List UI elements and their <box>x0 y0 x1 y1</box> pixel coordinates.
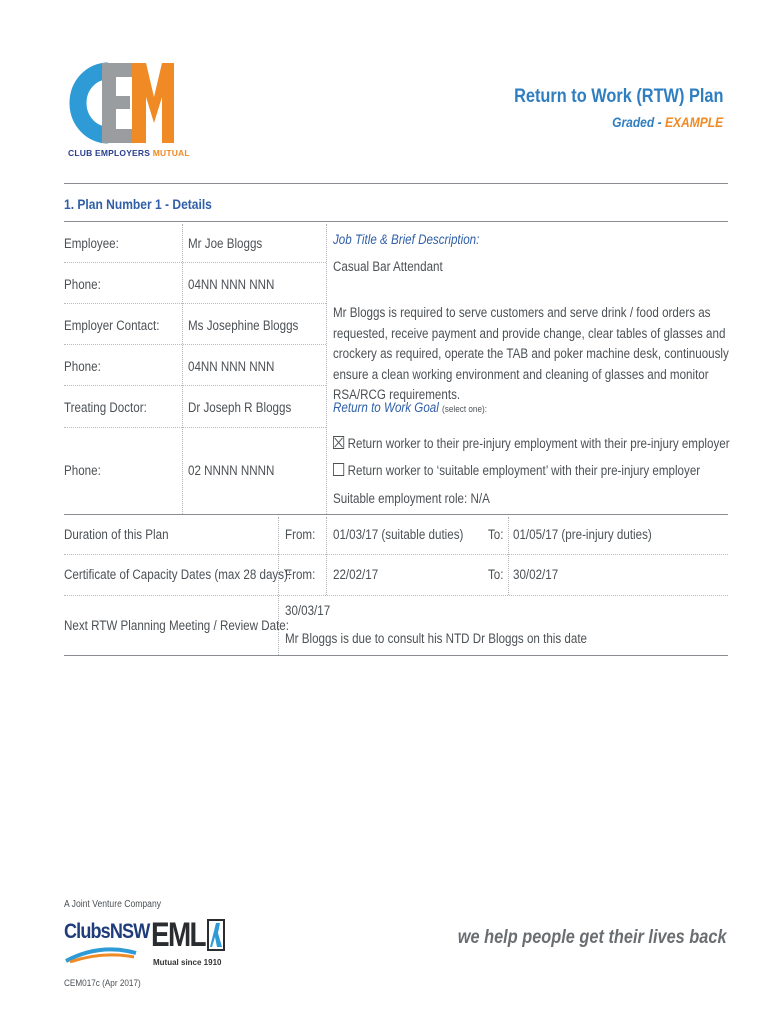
doctor-label: Treating Doctor: <box>64 400 147 415</box>
empty-checkbox-icon[interactable] <box>333 463 344 476</box>
goal-option-suitable[interactable] <box>333 463 700 478</box>
phone2-label: Phone: <box>64 359 101 374</box>
certificate-from-label: From: <box>285 567 316 582</box>
job-title-value: Casual Bar Attendant <box>333 259 443 274</box>
meeting-label: Next RTW Planning Meeting / Review Date: <box>64 618 289 633</box>
job-description: Mr Bloggs is required to serve customers and serve drink / food orders as requested, receive payment and provide change, clear tables of glasses and crockery as required, operate the TAB and poker machine desk, continuously ensure a clean working environment and cleaning of glasses and monitor RSA/RCG requirements. <box>333 305 729 402</box>
doctor-value: Dr Joseph R Bloggs <box>188 400 292 415</box>
column-divider <box>508 517 509 595</box>
column-divider <box>182 224 183 514</box>
rtw-goal-heading <box>333 400 487 415</box>
suitable-role: Suitable employment role: N/A <box>333 491 490 506</box>
clubsnsw-logo <box>64 920 163 963</box>
row-divider <box>64 344 326 345</box>
duration-to-label: To: <box>488 527 504 542</box>
row-divider <box>64 385 326 386</box>
column-divider <box>326 517 327 595</box>
joint-venture-text: A Joint Venture Company <box>64 899 162 910</box>
subtitle-graded: Graded - <box>611 114 665 130</box>
column-divider <box>326 224 327 514</box>
goal-option-label: Return worker to their pre-injury employment with their pre-injury employer <box>347 436 730 451</box>
certificate-to-label: To: <box>488 567 504 582</box>
logo-sub-accent: MUTUAL <box>152 148 190 158</box>
employee-value: Mr Joe Bloggs <box>188 236 263 251</box>
certificate-label: Certificate of Capacity Dates (max 28 days): <box>64 567 292 582</box>
rtw-goal-label: Return to Work Goal <box>333 400 439 415</box>
clubsnsw-swoosh-icon <box>64 945 138 963</box>
duration-from-value: 01/03/17 (suitable duties) <box>333 527 464 542</box>
duration-label: Duration of this Plan <box>64 527 169 542</box>
duration-to-value: 01/05/17 (pre-injury duties) <box>513 527 652 542</box>
certificate-to-value: 30/02/17 <box>513 567 559 582</box>
section-title: 1. Plan Number 1 - Details <box>64 196 212 212</box>
phone1-label: Phone: <box>64 277 101 292</box>
phone3-label: Phone: <box>64 463 101 478</box>
row-divider <box>64 595 728 596</box>
employee-label: Employee: <box>64 236 119 251</box>
form-code: CEM017c (Apr 2017) <box>64 978 141 989</box>
header-divider <box>64 183 728 184</box>
row-divider <box>64 514 728 515</box>
section-divider <box>64 221 728 222</box>
employer-contact-value: Ms Josephine Bloggs <box>188 318 299 333</box>
rtw-goal-hint: (select one): <box>442 404 488 415</box>
certificate-from-value: 22/02/17 <box>333 567 379 582</box>
goal-option-pre-injury[interactable] <box>333 436 730 451</box>
logo-subtitle <box>68 148 190 158</box>
eml-subtitle: Mutual since 1910 <box>153 958 222 967</box>
row-divider <box>64 427 326 428</box>
clubsnsw-wordmark: ClubsNSW <box>64 920 150 943</box>
phone2-value: 04NN NNN NNN <box>188 359 275 374</box>
row-divider <box>64 554 728 555</box>
document-title: Return to Work (RTW) Plan <box>513 86 723 107</box>
goal-option-label: Return worker to ‘suitable employment’ with their pre-injury employer <box>347 463 701 478</box>
eml-wordmark: EML <box>151 916 205 954</box>
eml-logo <box>151 918 225 952</box>
tagline: we help people get their lives back <box>458 927 727 948</box>
checked-checkbox-icon[interactable] <box>333 436 344 449</box>
column-divider <box>278 517 279 655</box>
phone1-value: 04NN NNN NNN <box>188 277 275 292</box>
job-title-label: Job Title & Brief Description: <box>333 232 480 247</box>
eml-figure-icon <box>207 919 225 951</box>
subtitle-example: EXAMPLE <box>664 114 723 130</box>
logo-sub-main: CLUB EMPLOYERS <box>68 148 151 158</box>
phone3-value: 02 NNNN NNNN <box>188 463 275 478</box>
meeting-date: 30/03/17 <box>285 603 331 618</box>
employer-contact-label: Employer Contact: <box>64 318 160 333</box>
document-subtitle <box>612 114 723 130</box>
meeting-note: Mr Bloggs is due to consult his NTD Dr Bloggs on this date <box>285 631 588 646</box>
table-bottom-divider <box>64 655 728 656</box>
row-divider <box>64 303 326 304</box>
row-divider <box>64 262 326 263</box>
duration-from-label: From: <box>285 527 316 542</box>
